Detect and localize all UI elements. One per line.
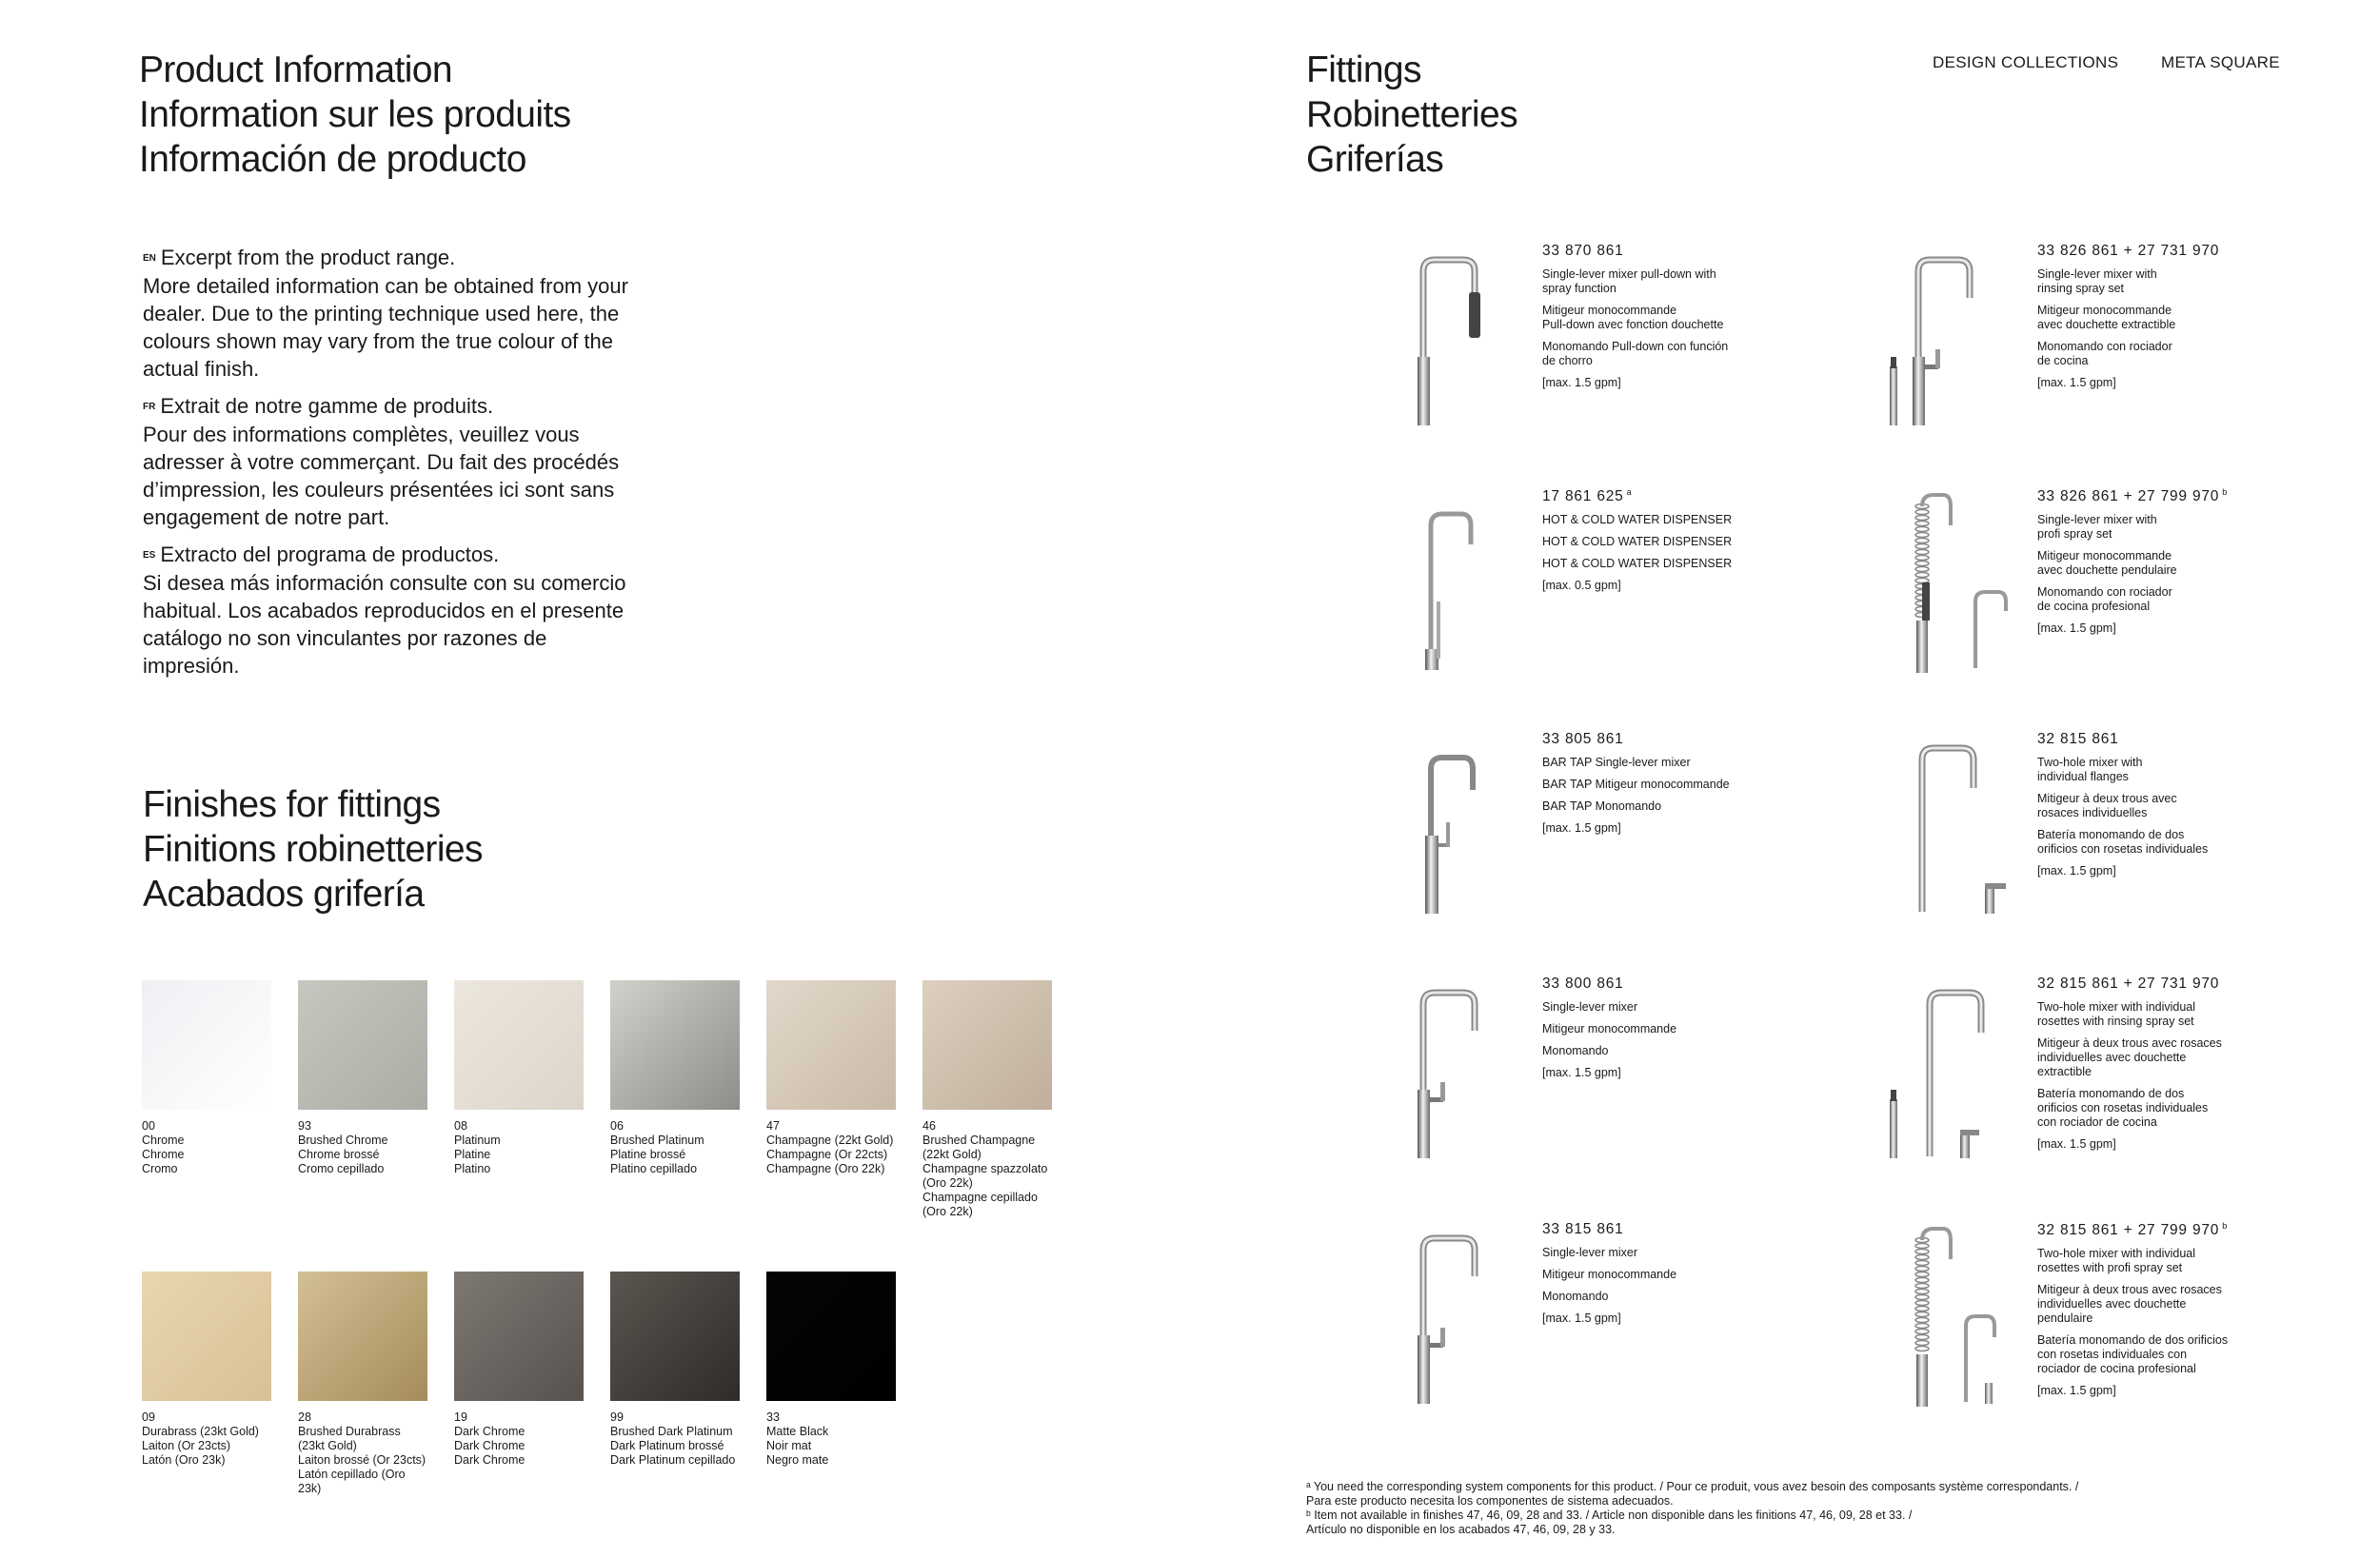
title-line: Información de producto xyxy=(139,139,526,180)
product-code-text: 32 815 861 + 27 799 970 xyxy=(2037,1222,2220,1239)
product-code xyxy=(1542,731,1885,748)
finish-code: 08 xyxy=(454,1119,467,1133)
product-description: BAR TAP Mitigeur monocommande xyxy=(1542,778,1730,791)
finish-swatch xyxy=(610,980,740,1176)
product-item xyxy=(1385,243,1880,471)
product-description: Batería monomando de dos orificios con rosetas individuales con rociador de cocina xyxy=(2037,1087,2209,1129)
product-code xyxy=(1542,976,1885,993)
product-text xyxy=(2037,731,2380,886)
product-flow-rate: [max. 1.5 gpm] xyxy=(2037,1384,2116,1398)
product-flow-rate: [max. 0.5 gpm] xyxy=(1542,579,1621,593)
product-description: Mitigeur monocommande avec douchette pendulaire xyxy=(2037,549,2177,578)
product-item xyxy=(1880,487,2375,716)
product-description: Two-hole mixer with individual flanges xyxy=(2037,756,2143,783)
product-code-text: 17 861 625 xyxy=(1542,488,1624,505)
finish-color-chip xyxy=(610,980,740,1110)
product-flow-rate: [max. 1.5 gpm] xyxy=(1542,376,1621,389)
product-text xyxy=(1542,1221,1885,1333)
product-code-text: 33 805 861 xyxy=(1542,731,1624,747)
product-description: HOT & COLD WATER DISPENSER xyxy=(1542,535,1733,549)
finish-swatch xyxy=(142,980,271,1176)
product-description: Monomando xyxy=(1542,1290,1609,1303)
two-hole-mixer-icon xyxy=(1880,731,2023,921)
finish-label: Chrome Chrome Cromo xyxy=(142,1134,185,1175)
product-code xyxy=(1542,487,1885,505)
intro-en xyxy=(143,244,638,383)
product-code xyxy=(2037,731,2380,748)
finish-code: 00 xyxy=(142,1119,155,1133)
product-code-text: 33 800 861 xyxy=(1542,976,1624,992)
product-item xyxy=(1385,731,1880,959)
bar-tap-icon xyxy=(1385,731,1528,921)
product-code-text: 33 826 861 + 27 799 970 xyxy=(2037,488,2220,505)
footnotes xyxy=(1306,1480,2078,1537)
two-hole-mixer-with-profi-spray-icon xyxy=(1880,1221,2023,1411)
intro-es xyxy=(143,541,638,680)
product-description: BAR TAP Single-lever mixer xyxy=(1542,756,1691,769)
nav-meta-square[interactable]: META SQUARE xyxy=(2161,53,2280,71)
product-description: HOT & COLD WATER DISPENSER xyxy=(1542,513,1733,527)
footnote-a: ᵃ You need the corresponding system components for this product. / Pour ce produit, vous avez besoin des composants système correspondants. / Para este producto necesita los componentes de sistema adecuados. xyxy=(1306,1480,2079,1508)
product-code xyxy=(2037,976,2380,993)
product-code-text: 33 826 861 + 27 731 970 xyxy=(2037,243,2220,259)
finish-code: 28 xyxy=(298,1410,311,1424)
finish-label: Durabrass (23kt Gold) Laiton (Or 23cts) Latón (Oro 23k) xyxy=(142,1425,259,1467)
product-flow-rate: [max. 1.5 gpm] xyxy=(1542,821,1621,835)
product-description: Mitigeur à deux trous avec rosaces individuelles xyxy=(2037,792,2177,819)
title-line: Griferías xyxy=(1306,139,1444,180)
finish-label: Matte Black Noir mat Negro mate xyxy=(766,1425,829,1467)
finish-label: Brushed Champagne (22kt Gold) Champagne spazzolato (Oro 22k) Champagne cepillado (Oro 22k) xyxy=(922,1134,1048,1218)
product-flow-rate: [max. 1.5 gpm] xyxy=(2037,1137,2116,1151)
intro-fr xyxy=(143,392,638,531)
product-item xyxy=(1880,243,2375,471)
product-code-text: 33 870 861 xyxy=(1542,243,1624,259)
finish-color-chip xyxy=(610,1272,740,1401)
finish-color-chip xyxy=(142,1272,271,1401)
footnote-marker: b xyxy=(2222,487,2229,497)
finish-label: Brushed Platinum Platine brossé Platino cepillado xyxy=(610,1134,704,1175)
product-text xyxy=(2037,1221,2380,1406)
title-line: Robinetteries xyxy=(1306,94,1517,135)
product-description: Mitigeur à deux trous avec rosaces individuelles avec douchette extractible xyxy=(2037,1036,2222,1078)
title-line: Finitions robinetteries xyxy=(143,829,483,870)
product-description: Mitigeur monocommande xyxy=(1542,1022,1677,1035)
product-flow-rate: [max. 1.5 gpm] xyxy=(2037,376,2116,389)
finish-code: 33 xyxy=(766,1410,780,1424)
finish-label: Platinum Platine Platino xyxy=(454,1134,501,1175)
product-information-title xyxy=(139,48,571,182)
title-line: Information sur les produits xyxy=(139,94,571,135)
product-description: BAR TAP Monomando xyxy=(1542,799,1662,813)
two-hole-mixer-with-spray-icon xyxy=(1880,976,2023,1166)
product-item xyxy=(1385,1221,1880,1450)
product-text xyxy=(1542,976,1885,1088)
finishes-title xyxy=(143,782,483,917)
title-line: Acabados grifería xyxy=(143,874,425,915)
finish-swatch xyxy=(142,1272,271,1468)
nav-design-collections[interactable]: DESIGN COLLECTIONS xyxy=(1933,53,2119,71)
pull-down-faucet-icon xyxy=(1385,243,1528,433)
finish-swatch xyxy=(454,1272,584,1468)
finish-code: 99 xyxy=(610,1410,624,1424)
lang-tag: EN xyxy=(143,253,156,264)
title-line: Product Information xyxy=(139,49,452,90)
product-text xyxy=(1542,243,1885,398)
product-flow-rate: [max. 1.5 gpm] xyxy=(1542,1311,1621,1325)
product-description: Monomando con rociador de cocina profesional xyxy=(2037,585,2172,614)
finish-code: 09 xyxy=(142,1410,155,1424)
product-code-text: 32 815 861 + 27 731 970 xyxy=(2037,976,2220,992)
product-code-text: 33 815 861 xyxy=(1542,1221,1624,1237)
finish-swatch xyxy=(922,980,1052,1219)
product-item xyxy=(1880,976,2375,1204)
product-description: Monomando Pull-down con función de chorro xyxy=(1542,340,1729,367)
footnote-b: ᵇ Item not available in finishes 47, 46, 09, 28 and 33. / Article non disponible dans les finitions 47, 46, 09, 28 et 33. / Artículo no disponible en los acabados 47, 46, 09, 28 y 33. xyxy=(1306,1509,1913,1536)
finish-code: 06 xyxy=(610,1119,624,1133)
footnote-marker: a xyxy=(1626,487,1633,497)
product-description: HOT & COLD WATER DISPENSER xyxy=(1542,557,1733,571)
finish-label: Champagne (22kt Gold) Champagne (Or 22cts) Champagne (Oro 22k) xyxy=(766,1134,894,1175)
product-description: Monomando xyxy=(1542,1044,1609,1057)
product-description: Single-lever mixer xyxy=(1542,1246,1638,1259)
product-code xyxy=(1542,243,1885,260)
finish-code: 46 xyxy=(922,1119,936,1133)
finish-color-chip xyxy=(298,1272,427,1401)
faucet-with-spray-icon xyxy=(1880,243,2023,433)
product-text xyxy=(2037,487,2380,643)
product-item xyxy=(1385,487,1880,716)
product-item xyxy=(1385,976,1880,1204)
product-description: Mitigeur monocommande Pull-down avec fonction douchette xyxy=(1542,304,1724,331)
product-description: Single-lever mixer with rinsing spray set xyxy=(2037,267,2157,295)
product-text xyxy=(1542,487,1885,601)
finish-color-chip xyxy=(454,980,584,1110)
product-description: Two-hole mixer with individual rosettes with rinsing spray set xyxy=(2037,1000,2196,1028)
intro-fr-text: Extrait de notre gamme de produits. Pour des informations complètes, veuillez vous adresser à votre commerçant. Du fait des procédés d’impression, les couleurs présentées ici sont sans engagement de notre part. xyxy=(143,394,620,529)
lang-tag: FR xyxy=(143,402,156,412)
finish-label: Brushed Durabrass (23kt Gold) Laiton brossé (Or 23cts) Latón cepillado (Oro 23k) xyxy=(298,1425,426,1495)
product-code xyxy=(2037,243,2380,260)
finish-swatch xyxy=(766,1272,896,1468)
product-description: Mitigeur monocommande avec douchette extractible xyxy=(2037,304,2176,331)
product-description: Mitigeur monocommande xyxy=(1542,1268,1677,1281)
finish-swatch xyxy=(610,1272,740,1468)
product-description: Single-lever mixer with profi spray set xyxy=(2037,513,2157,542)
product-text xyxy=(1542,731,1885,843)
product-item xyxy=(1880,1221,2375,1450)
product-description: Single-lever mixer pull-down with spray function xyxy=(1542,267,1716,295)
intro-es-text: Extracto del programa de productos. Si desea más información consulte con su comercio habitual. Los acabados reproducidos en el presente catálogo no son vinculantes por razones de impresión. xyxy=(143,542,626,678)
product-code-text: 32 815 861 xyxy=(2037,731,2119,747)
product-flow-rate: [max. 1.5 gpm] xyxy=(1542,1066,1621,1079)
finish-code: 19 xyxy=(454,1410,467,1424)
finish-label: Dark Chrome Dark Chrome Dark Chrome xyxy=(454,1425,526,1467)
intro-text xyxy=(143,244,638,689)
product-code xyxy=(2037,487,2380,505)
finish-color-chip xyxy=(766,980,896,1110)
product-code xyxy=(1542,1221,1885,1238)
product-text xyxy=(2037,976,2380,1159)
title-line: Fittings xyxy=(1306,49,1421,90)
finish-color-chip xyxy=(454,1272,584,1401)
faucet-with-profi-spray-icon xyxy=(1880,487,2023,678)
finish-label: Brushed Chrome Chrome brossé Cromo cepillado xyxy=(298,1134,388,1175)
product-flow-rate: [max. 1.5 gpm] xyxy=(2037,621,2116,636)
single-lever-mixer-icon xyxy=(1385,976,1528,1166)
product-description: Batería monomando de dos orificios con rosetas individuales con rociador de cocina profesional xyxy=(2037,1333,2229,1376)
footnote-marker: b xyxy=(2222,1221,2229,1231)
title-line: Finishes for fittings xyxy=(143,784,441,825)
finish-code: 93 xyxy=(298,1119,311,1133)
finish-swatch xyxy=(298,980,427,1176)
product-flow-rate: [max. 1.5 gpm] xyxy=(2037,864,2116,878)
finish-label: Brushed Dark Platinum Dark Platinum brossé Dark Platinum cepillado xyxy=(610,1425,736,1467)
single-lever-mixer-icon xyxy=(1385,1221,1528,1411)
product-text xyxy=(2037,243,2380,398)
finish-color-chip xyxy=(922,980,1052,1110)
fittings-title xyxy=(1306,48,1517,182)
product-description: Monomando con rociador de cocina xyxy=(2037,340,2172,367)
finish-color-chip xyxy=(298,980,427,1110)
finish-code: 47 xyxy=(766,1119,780,1133)
finish-swatch xyxy=(298,1272,427,1496)
product-item xyxy=(1880,731,2375,959)
product-code xyxy=(2037,1221,2380,1239)
product-description: Batería monomando de dos orificios con rosetas individuales xyxy=(2037,828,2209,856)
product-description: Mitigeur à deux trous avec rosaces individuelles avec douchette pendulaire xyxy=(2037,1283,2222,1326)
finish-swatch xyxy=(766,980,896,1176)
lang-tag: ES xyxy=(143,550,156,561)
finish-color-chip xyxy=(142,980,271,1110)
product-description: Two-hole mixer with individual rosettes with profi spray set xyxy=(2037,1247,2196,1275)
intro-en-text: Excerpt from the product range. More detailed information can be obtained from your dealer. Due to the printing technique used here, the colours shown may vary from the true colour of the actual finish. xyxy=(143,246,628,381)
finish-color-chip xyxy=(766,1272,896,1401)
water-dispenser-icon xyxy=(1385,487,1528,678)
product-description: Single-lever mixer xyxy=(1542,1000,1638,1014)
finish-swatch xyxy=(454,980,584,1176)
